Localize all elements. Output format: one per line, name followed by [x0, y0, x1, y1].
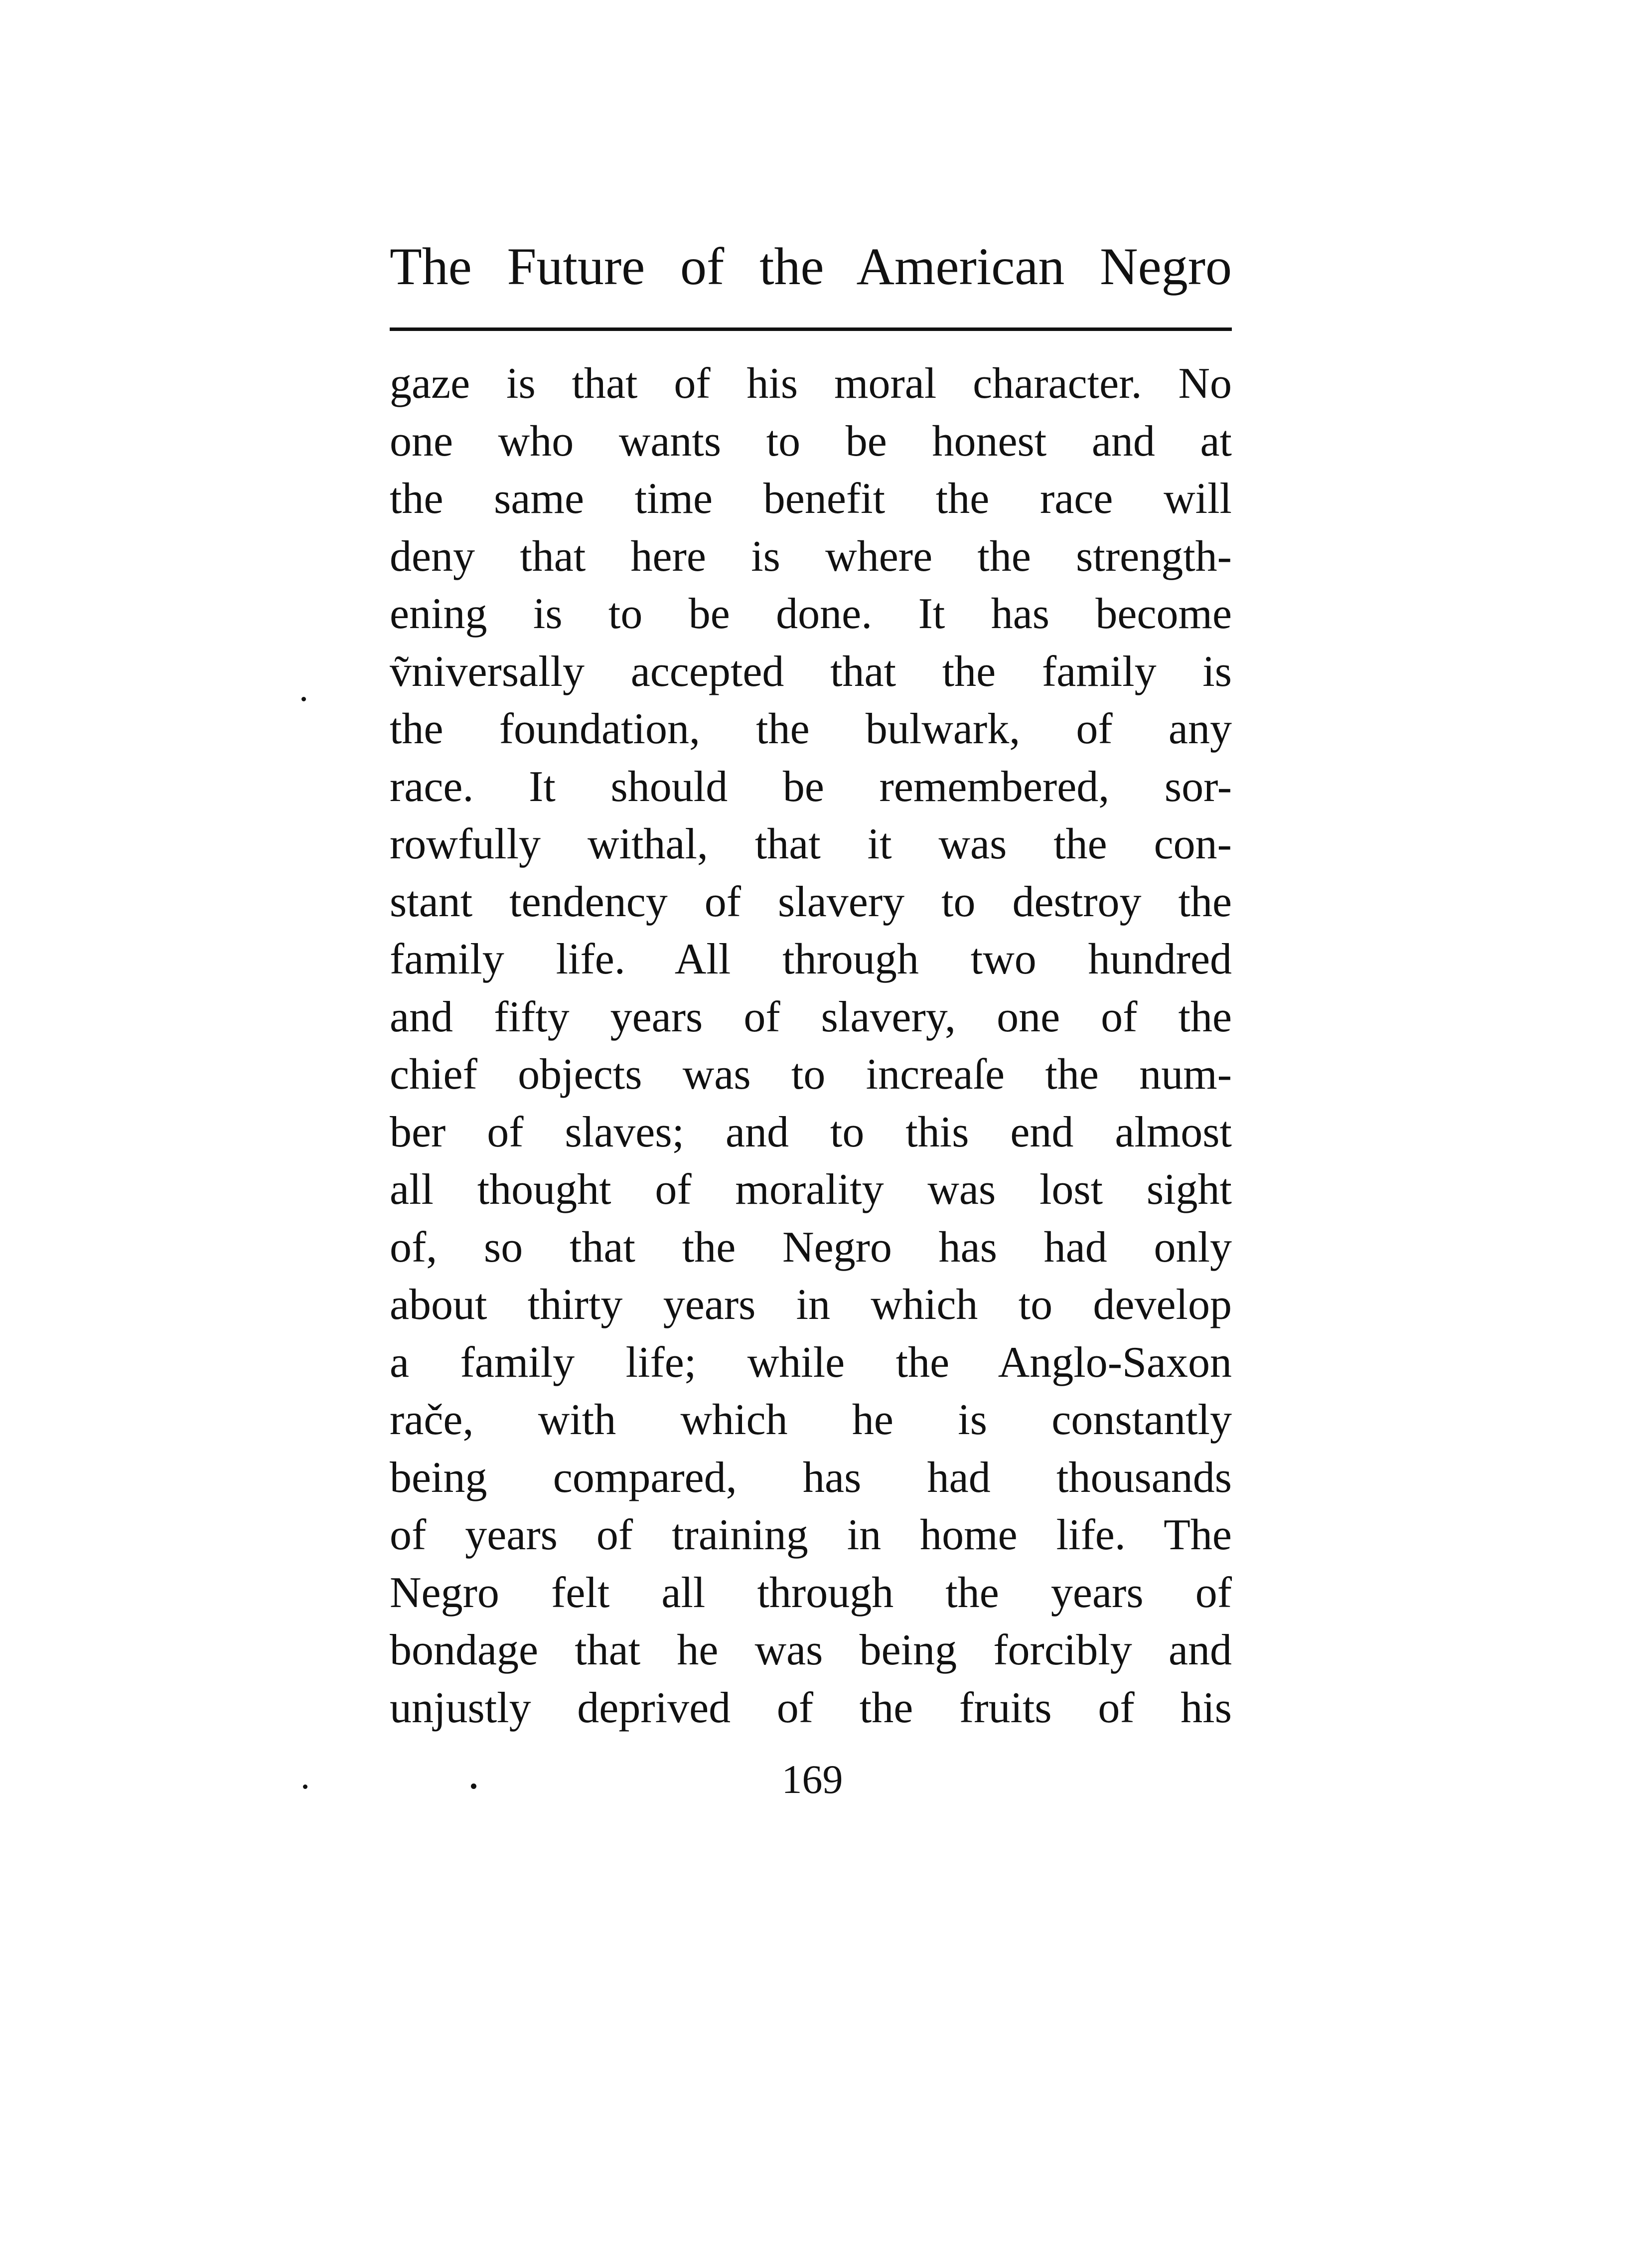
text-line: all thought of morality was lost sight [390, 1165, 1232, 1214]
header-rule [390, 327, 1232, 331]
text-line: ṽniversally accepted that the family is [390, 647, 1232, 696]
text-line: the same time benefit the race will [390, 475, 1232, 523]
text-line: a family life; while the Anglo-Saxon [390, 1338, 1232, 1387]
text-line: rowfully withal, that it was the con- [390, 820, 1232, 868]
body-text [390, 355, 1232, 1737]
text-line: ber of slaves; and to this end almost [390, 1108, 1232, 1156]
ink-speck [303, 1784, 307, 1789]
text-line: chief objects was to increaſe the num- [390, 1050, 1232, 1099]
text-line: gaze is that of his moral character. No [390, 359, 1232, 408]
text-line: and fifty years of slavery, one of the [390, 992, 1232, 1041]
text-line: family life. All through two hundred [390, 935, 1232, 983]
text-line: stant tendency of slavery to destroy the [390, 877, 1232, 926]
ink-speck [471, 1783, 476, 1789]
text-line: race. It should be remembered, sor- [390, 762, 1232, 811]
text-line: one who wants to be honest and at [390, 417, 1232, 466]
ink-speck [301, 697, 306, 701]
text-line: rače, with which he is constantly [390, 1396, 1232, 1444]
text-line: being compared, has had thousands [390, 1453, 1232, 1502]
text-line: of, so that the Negro has had only [390, 1223, 1232, 1272]
running-head: The Future of the American Negro [390, 237, 1232, 296]
text-line: Negro felt all through the years of [390, 1568, 1232, 1617]
text-line: ening is to be done. It has become [390, 590, 1232, 638]
text-line: unjustly deprived of the fruits of his [390, 1683, 1232, 1732]
text-line: the foundation, the bulwark, of any [390, 705, 1232, 753]
text-line: about thirty years in which to develop [390, 1281, 1232, 1329]
text-line: of years of training in home life. The [390, 1511, 1232, 1559]
page-number: 169 [781, 1757, 843, 1802]
text-line: deny that here is where the strength- [390, 532, 1232, 581]
text-line: bondage that he was being forcibly and [390, 1626, 1232, 1674]
